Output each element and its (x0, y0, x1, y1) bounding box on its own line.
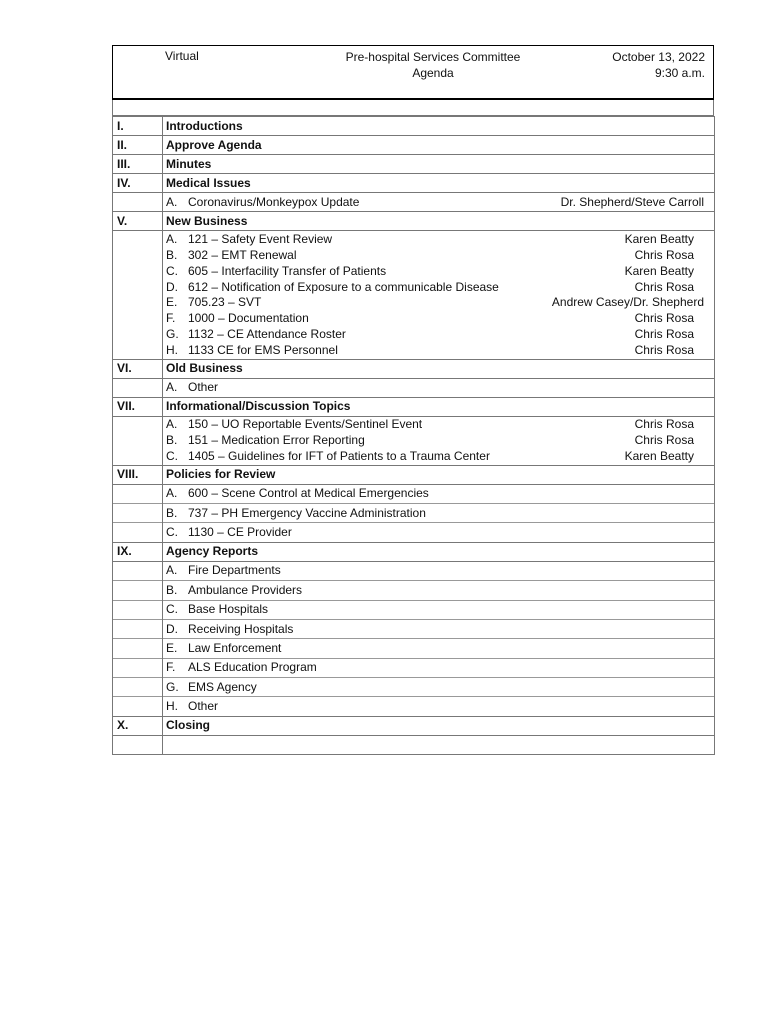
agenda-item (113, 193, 715, 212)
empty-final-row (113, 735, 715, 754)
item-presenter: Chris Rosa (634, 417, 694, 432)
agenda-item (113, 295, 715, 311)
meeting-title (313, 49, 553, 81)
item-text: 151 – Medication Error Reporting (188, 433, 365, 448)
agenda-item (113, 678, 715, 697)
agenda-header (112, 45, 714, 100)
section-title: Old Business (163, 359, 715, 378)
item-letter: C. (166, 263, 178, 278)
section-title: Medical Issues (163, 174, 715, 193)
item-letter: C. (166, 602, 178, 617)
item-letter: A. (166, 231, 178, 246)
item-letter: B. (166, 582, 178, 597)
section-title: Introductions (163, 117, 715, 136)
item-text: 1132 – CE Attendance Roster (188, 327, 346, 342)
item-letter: G. (166, 679, 179, 694)
agenda-section (113, 174, 715, 193)
item-letter: B. (166, 433, 178, 448)
section-number: II. (113, 136, 163, 155)
agenda-item (113, 503, 715, 522)
item-presenter: Dr. Shepherd/Steve Carroll (560, 194, 704, 209)
agenda-document (112, 45, 714, 755)
agenda-item (113, 263, 715, 279)
item-letter: G. (166, 327, 179, 342)
item-letter: F. (166, 311, 176, 326)
agenda-section (113, 397, 715, 416)
item-letter: F. (166, 660, 176, 675)
item-text: 1133 CE for EMS Personnel (188, 343, 338, 358)
item-text: 612 – Notification of Exposure to a communicable Disease (188, 279, 499, 294)
item-letter: E. (166, 641, 178, 655)
item-text: Coronavirus/Monkeypox Update (188, 194, 360, 209)
section-title: Approve Agenda (163, 136, 715, 155)
item-letter: A. (166, 417, 178, 432)
meeting-datetime (612, 49, 705, 81)
agenda-item (113, 639, 715, 658)
agenda-item (113, 658, 715, 677)
item-letter: E. (166, 295, 178, 310)
meeting-location: Virtual (165, 49, 199, 63)
committee-name: Pre-hospital Services Committee (345, 50, 521, 64)
item-presenter: Chris Rosa (634, 433, 694, 448)
agenda-item (113, 327, 715, 343)
agenda-section (113, 212, 715, 231)
item-text: Law Enforcement (188, 641, 282, 655)
item-text: Other (188, 699, 219, 714)
item-presenter: Andrew Casey/Dr. Shepherd (551, 295, 704, 310)
item-text: EMS Agency (188, 679, 257, 694)
item-letter: A. (166, 486, 178, 501)
agenda-section (113, 136, 715, 155)
agenda-item (113, 231, 715, 247)
item-text: 1000 – Documentation (188, 311, 309, 326)
item-text: 121 – Safety Event Review (188, 231, 333, 246)
item-text: ALS Education Program (188, 660, 317, 675)
agenda-item (113, 343, 715, 359)
section-number: IV. (113, 174, 163, 193)
section-number: X. (113, 716, 163, 735)
agenda-item (113, 561, 715, 580)
item-letter: A. (166, 563, 178, 578)
item-letter: C. (166, 449, 178, 464)
agenda-section (113, 117, 715, 136)
agenda-item (113, 311, 715, 327)
item-text: Receiving Hospitals (188, 621, 294, 636)
item-text: 600 – Scene Control at Medical Emergencies (188, 486, 429, 501)
agenda-item (113, 697, 715, 716)
agenda-item (113, 600, 715, 619)
agenda-item (113, 247, 715, 263)
agenda-section (113, 542, 715, 561)
item-letter: D. (166, 621, 178, 636)
section-number: I. (113, 117, 163, 136)
section-title: Closing (163, 716, 715, 735)
document-type: Agenda (412, 66, 454, 80)
item-letter: A. (166, 194, 178, 209)
item-letter: C. (166, 525, 178, 540)
item-letter: D. (166, 279, 178, 294)
agenda-section (113, 155, 715, 174)
agenda-item (113, 378, 715, 397)
item-letter: H. (166, 343, 178, 358)
section-title: Informational/Discussion Topics (163, 397, 715, 416)
item-text: 1405 – Guidelines for IFT of Patients to a Trauma Center (188, 449, 490, 464)
item-text: 605 – Interfacility Transfer of Patients (188, 263, 387, 278)
agenda-section (113, 359, 715, 378)
agenda-item (113, 279, 715, 295)
header-spacer-row (112, 100, 714, 116)
item-text: Fire Departments (188, 563, 281, 578)
section-number: III. (113, 155, 163, 174)
section-number: VIII. (113, 465, 163, 484)
section-title: New Business (163, 212, 715, 231)
section-number: V. (113, 212, 163, 231)
item-presenter: Karen Beatty (624, 263, 694, 278)
meeting-date: October 13, 2022 (612, 50, 705, 64)
agenda-table (112, 116, 715, 755)
item-text: Base Hospitals (188, 602, 269, 617)
item-presenter: Karen Beatty (624, 449, 694, 464)
item-text: 302 – EMT Renewal (188, 247, 297, 262)
agenda-item (113, 619, 715, 638)
section-title: Minutes (163, 155, 715, 174)
item-text: 150 – UO Reportable Events/Sentinel Event (188, 417, 423, 432)
meeting-time: 9:30 a.m. (654, 66, 705, 80)
section-title: Policies for Review (163, 465, 715, 484)
section-title: Agency Reports (163, 542, 715, 561)
item-text: 737 – PH Emergency Vaccine Administration (188, 505, 426, 520)
item-letter: B. (166, 247, 178, 262)
item-presenter: Chris Rosa (634, 327, 694, 342)
item-text: 705.23 – SVT (188, 295, 262, 310)
item-presenter: Chris Rosa (634, 279, 694, 294)
item-letter: H. (166, 699, 178, 714)
agenda-item (113, 433, 715, 449)
agenda-item (113, 581, 715, 600)
agenda-item (113, 484, 715, 503)
item-presenter: Karen Beatty (624, 231, 694, 246)
section-number: VII. (113, 397, 163, 416)
agenda-section (113, 465, 715, 484)
section-number: IX. (113, 542, 163, 561)
item-text: 1130 – CE Provider (188, 525, 292, 540)
agenda-item (113, 523, 715, 542)
item-letter: B. (166, 505, 178, 520)
item-presenter: Chris Rosa (634, 247, 694, 262)
item-text: Other (188, 380, 219, 395)
agenda-item (113, 449, 715, 465)
agenda-item (113, 416, 715, 432)
item-letter: A. (166, 380, 178, 395)
section-number: VI. (113, 359, 163, 378)
item-text: Ambulance Providers (188, 582, 303, 597)
item-presenter: Chris Rosa (634, 343, 694, 358)
agenda-section (113, 716, 715, 735)
item-presenter: Chris Rosa (634, 311, 694, 326)
